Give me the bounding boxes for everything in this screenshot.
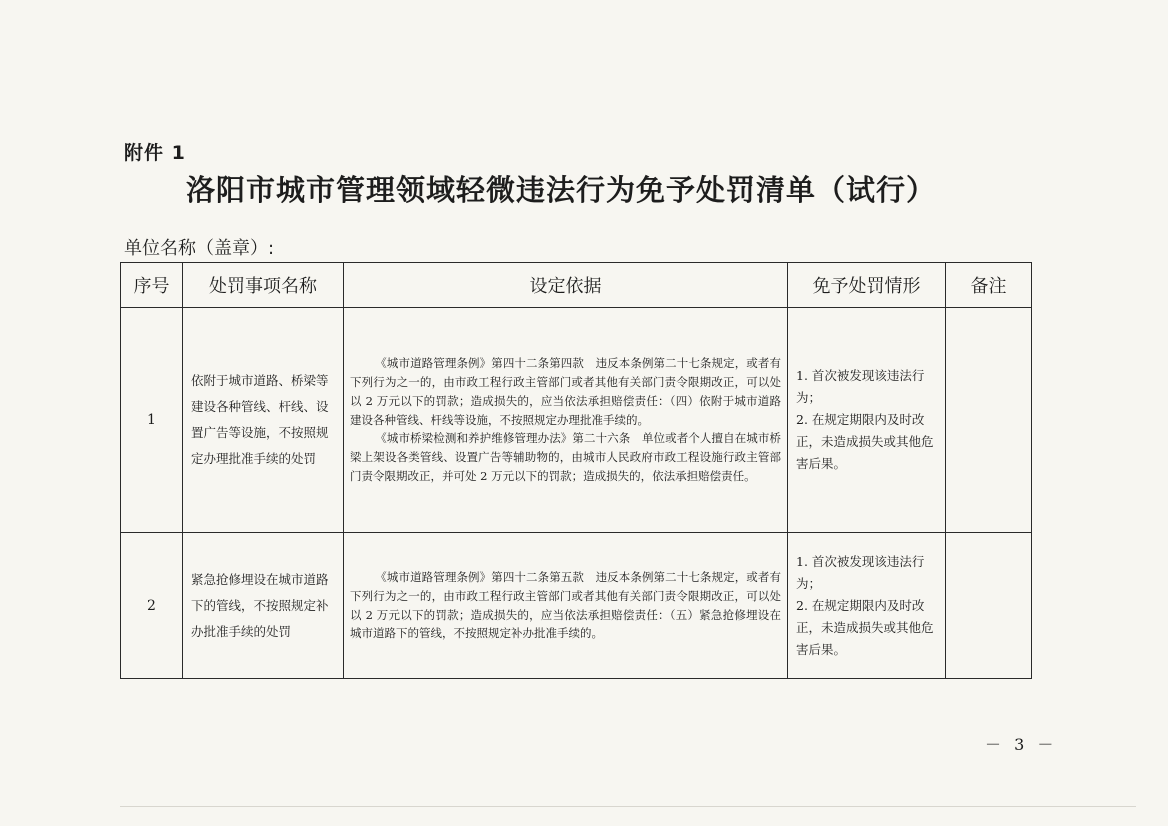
exemption-condition — [788, 533, 946, 679]
column-header-remark: 备注 — [946, 263, 1032, 308]
scan-edge-divider — [120, 806, 1136, 807]
legal-basis — [344, 308, 788, 533]
penalty-exemption-table — [120, 262, 1032, 679]
legal-basis — [344, 533, 788, 679]
table-row — [121, 308, 1032, 533]
row-number: 2 — [121, 533, 183, 679]
item-name: 依附于城市道路、桥梁等建设各种管线、杆线、设置广告等设施，不按照规定办理批准手续的处罚 — [183, 308, 344, 533]
item-name: 紧急抢修埋设在城市道路下的管线，不按照规定补办批准手续的处罚 — [183, 533, 344, 679]
condition-line: 2. 在规定期限内及时改正，未造成损失或其他危害后果。 — [796, 412, 934, 471]
column-header-legal-basis: 设定依据 — [344, 263, 788, 308]
exemption-condition — [788, 308, 946, 533]
condition-line: 1. 首次被发现该违法行为； — [796, 368, 925, 405]
unit-name-label: 单位名称（盖章）: — [124, 238, 275, 259]
column-header-number: 序号 — [121, 263, 183, 308]
document-title: 洛阳市城市管理领域轻微违法行为免予处罚清单（试行） — [186, 173, 937, 207]
legal-basis-paragraph: 《城市道路管理条例》第四十二条第四款 违反本条例第二十七条规定，或者有下列行为之一的，由市政工程行政主管部门或者其他有关部门责令限期改正，可以处以 2 万元以下的罚款；造成损失的，应当依法承担赔偿责任：（四）依附于城市道路建设各种管线、杆线等设施，不按照规定办理批准手续的。 — [350, 356, 781, 427]
column-header-item-name: 处罚事项名称 — [183, 263, 344, 308]
legal-basis-paragraph: 《城市道路管理条例》第四十二条第五款 违反本条例第二十七条规定，或者有下列行为之一的，由市政工程行政主管部门或者其他有关部门责令限期改正，可以处以 2 万元以下的罚款；造成损失的，应当依法承担赔偿责任：（五）紧急抢修埋设在城市道路下的管线，不按照规定补办批准手续的。 — [350, 569, 781, 641]
remark-cell — [946, 308, 1032, 533]
row-number: 1 — [121, 308, 183, 533]
condition-line: 1. 首次被发现该违法行为； — [796, 553, 925, 591]
condition-line: 2. 在规定期限内及时改正，未造成损失或其他危害后果。 — [796, 597, 934, 657]
table-row — [121, 533, 1032, 679]
table-header-row — [121, 263, 1032, 308]
column-header-exemption-condition: 免予处罚情形 — [788, 263, 946, 308]
page-number: － 3 － — [985, 735, 1058, 754]
attachment-label: 附件 1 — [124, 142, 186, 164]
legal-basis-paragraph: 《城市桥梁检测和养护维修管理办法》第二十六条 单位或者个人擅自在城市桥梁上架设各类管线、设置广告等辅助物的，由城市人民政府市政工程设施行政主管部门责令限期改正，并可处 2 万元以下的罚款；造成损失的，依法承担赔偿责任。 — [350, 431, 781, 483]
remark-cell — [946, 533, 1032, 679]
